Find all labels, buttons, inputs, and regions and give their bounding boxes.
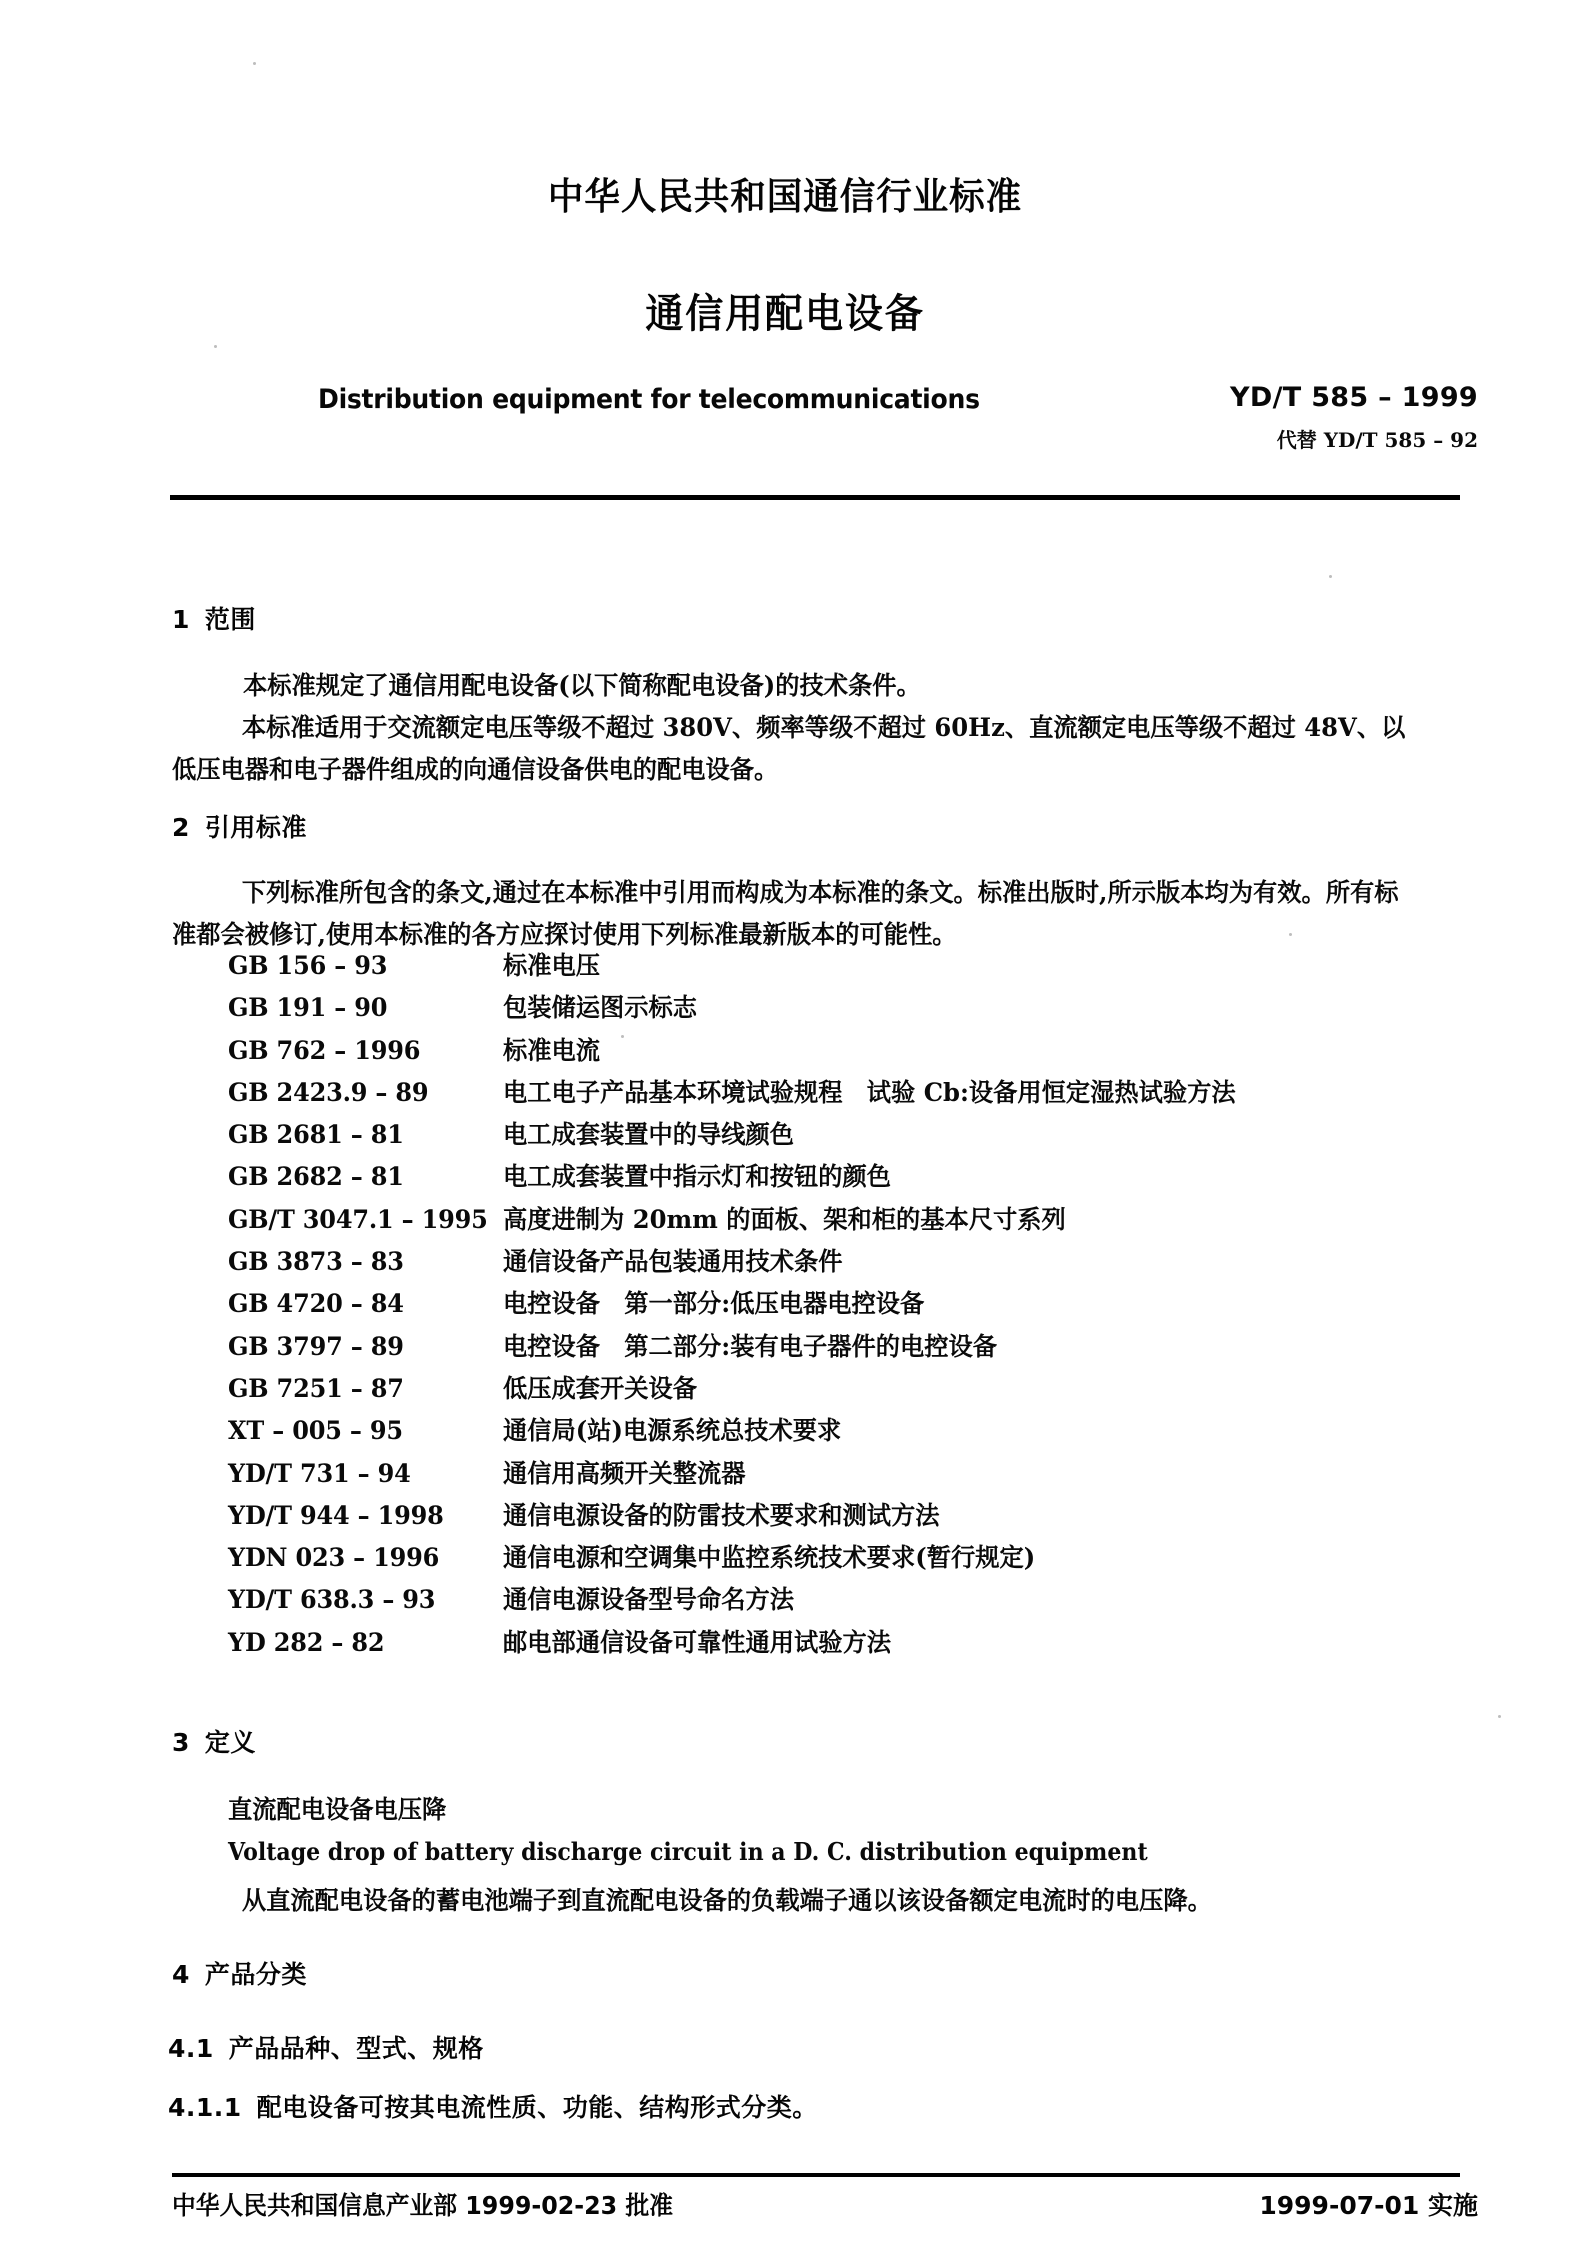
reference-row bbox=[228, 1496, 1458, 1538]
footer-divider-rule bbox=[172, 2173, 1460, 2177]
standard-number: YD/T 585 – 1999 bbox=[1230, 382, 1478, 413]
reference-description: 标准电压 bbox=[503, 951, 601, 980]
reference-row bbox=[228, 1623, 1458, 1665]
section-heading-4 bbox=[172, 1955, 307, 1991]
reference-description: 包装储运图示标志 bbox=[503, 993, 698, 1023]
section-1-paragraph-2: 本标准适用于交流额定电压等级不超过 380V、频率等级不超过 60Hz、直流额定电压等级不超过 48V、以低压电器和电子器件组成的向通信设备供电的配电设备。 bbox=[172, 713, 1406, 784]
section-number-4-1: 4.1 bbox=[168, 2034, 214, 2063]
reference-row bbox=[228, 1411, 1458, 1453]
reference-row bbox=[228, 1031, 1458, 1073]
reference-code: YD 282 – 82 bbox=[228, 1627, 385, 1657]
section-title-3: 定义 bbox=[204, 1728, 256, 1757]
section-title-1: 范围 bbox=[204, 605, 256, 634]
reference-code: YDN 023 – 1996 bbox=[228, 1543, 440, 1573]
reference-code: GB 762 – 1996 bbox=[228, 1035, 421, 1065]
reference-code: YD/T 638.3 – 93 bbox=[228, 1585, 436, 1615]
section-heading-2 bbox=[172, 808, 307, 844]
title-code-row bbox=[0, 384, 1570, 474]
definition-term-english: Voltage drop of battery discharge circuit in a D. C. distribution equipment bbox=[228, 1837, 1148, 1866]
reference-code: XT – 005 – 95 bbox=[228, 1416, 403, 1446]
section-heading-4-1-1 bbox=[168, 2088, 818, 2124]
reference-code: GB 2423.9 – 89 bbox=[228, 1077, 429, 1107]
reference-row bbox=[228, 1538, 1458, 1580]
organization-title-block bbox=[0, 175, 1570, 218]
replaces-label: 代替 bbox=[1276, 428, 1317, 452]
reference-row bbox=[228, 1369, 1458, 1411]
reference-code: YD/T 944 – 1998 bbox=[228, 1500, 444, 1530]
reference-description: 电工成套装置中的导线颜色 bbox=[503, 1120, 795, 1150]
reference-code: GB 2682 – 81 bbox=[228, 1162, 404, 1192]
reference-row bbox=[228, 1200, 1458, 1242]
reference-description: 电工成套装置中指示灯和按钮的颜色 bbox=[503, 1162, 892, 1192]
reference-description: 通信电源设备的防雷技术要求和测试方法 bbox=[503, 1500, 940, 1530]
definition-term-chinese: 直流配电设备电压降 bbox=[228, 1795, 447, 1824]
header-divider-rule bbox=[170, 495, 1460, 500]
reference-description: 电控设备 第一部分:低压电器电控设备 bbox=[503, 1289, 925, 1319]
section-1-paragraph-1: 本标准规定了通信用配电设备(以下简称配电设备)的技术条件。 bbox=[243, 671, 921, 700]
section-title-4: 产品分类 bbox=[204, 1960, 307, 1989]
reference-row bbox=[228, 1454, 1458, 1496]
section-heading-3 bbox=[172, 1723, 256, 1759]
standard-replaces bbox=[1277, 424, 1478, 453]
section-number-4-1-1: 4.1.1 bbox=[168, 2093, 242, 2122]
reference-code: GB 156 – 93 bbox=[228, 951, 388, 980]
scan-speckle bbox=[1498, 1715, 1501, 1718]
reference-description: 低压成套开关设备 bbox=[503, 1373, 698, 1403]
reference-description: 通信电源设备型号命名方法 bbox=[503, 1585, 795, 1615]
reference-description: 通信电源和空调集中监控系统技术要求(暂行规定) bbox=[503, 1543, 1036, 1573]
reference-description: 通信设备产品包装通用技术条件 bbox=[503, 1247, 843, 1277]
reference-row bbox=[228, 946, 1458, 988]
scan-speckle bbox=[214, 345, 217, 348]
referenced-standards-list bbox=[228, 946, 1458, 1665]
reference-code: GB 3797 – 89 bbox=[228, 1331, 404, 1361]
approval-statement: 中华人民共和国信息产业部 1999-02-23 批准 bbox=[172, 2191, 673, 2220]
reference-description: 通信局(站)电源系统总技术要求 bbox=[503, 1416, 842, 1446]
reference-code: GB 4720 – 84 bbox=[228, 1289, 404, 1319]
section-number-3: 3 bbox=[172, 1728, 190, 1757]
reference-code: GB 3873 – 83 bbox=[228, 1247, 404, 1277]
section-number-1: 1 bbox=[172, 605, 190, 634]
scan-speckle bbox=[1329, 575, 1332, 578]
reference-row bbox=[228, 1115, 1458, 1157]
section-2-paragraph-1: 下列标准所包含的条文,通过在本标准中引用而构成为本标准的条文。标准出版时,所示版本均为有效。所有标准都会被修订,使用本标准的各方应探讨使用下列标准最新版本的可能性。 bbox=[172, 878, 1399, 949]
reference-code: GB/T 3047.1 – 1995 bbox=[228, 1204, 488, 1234]
section-heading-1 bbox=[172, 600, 256, 636]
reference-row bbox=[228, 1073, 1458, 1115]
reference-description: 通信用高频开关整流器 bbox=[503, 1458, 746, 1488]
section-heading-4-1 bbox=[168, 2029, 484, 2065]
section-title-4-1-1: 配电设备可按其电流性质、功能、结构形式分类。 bbox=[256, 2093, 818, 2122]
organization-title: 中华人民共和国通信行业标准 bbox=[547, 175, 1023, 218]
reference-description: 高度进制为 20mm 的面板、架和柜的基本尺寸系列 bbox=[503, 1204, 1066, 1234]
reference-code: GB 191 – 90 bbox=[228, 993, 388, 1023]
reference-row bbox=[228, 1157, 1458, 1199]
reference-code: GB 2681 – 81 bbox=[228, 1120, 404, 1150]
section-title-4-1: 产品品种、型式、规格 bbox=[228, 2034, 484, 2063]
section-number-4: 4 bbox=[172, 1960, 190, 1989]
replaces-code: YD/T 585 – 92 bbox=[1323, 428, 1478, 452]
document-title-english: Distribution equipment for telecommunications bbox=[318, 384, 980, 415]
reference-description: 电工电子产品基本环境试验规程 试验 Cb:设备用恒定湿热试验方法 bbox=[503, 1077, 1236, 1107]
reference-code: GB 7251 – 87 bbox=[228, 1373, 404, 1403]
definition-text: 从直流配电设备的蓄电池端子到直流配电设备的负载端子通以该设备额定电流时的电压降。 bbox=[241, 1886, 1212, 1915]
document-title-chinese: 通信用配电设备 bbox=[645, 291, 925, 337]
reference-description: 标准电流 bbox=[503, 1035, 601, 1065]
section-number-2: 2 bbox=[172, 813, 190, 842]
reference-row bbox=[228, 1580, 1458, 1622]
implementation-date: 1999-07-01 实施 bbox=[1259, 2191, 1478, 2220]
section-title-2: 引用标准 bbox=[204, 813, 307, 842]
reference-row bbox=[228, 988, 1458, 1030]
reference-description: 邮电部通信设备可靠性通用试验方法 bbox=[503, 1627, 892, 1657]
reference-code: YD/T 731 – 94 bbox=[228, 1458, 411, 1488]
reference-row bbox=[228, 1327, 1458, 1369]
reference-description: 电控设备 第二部分:装有电子器件的电控设备 bbox=[503, 1331, 997, 1361]
reference-row bbox=[228, 1242, 1458, 1284]
scan-speckle bbox=[253, 62, 256, 65]
reference-row bbox=[228, 1284, 1458, 1326]
